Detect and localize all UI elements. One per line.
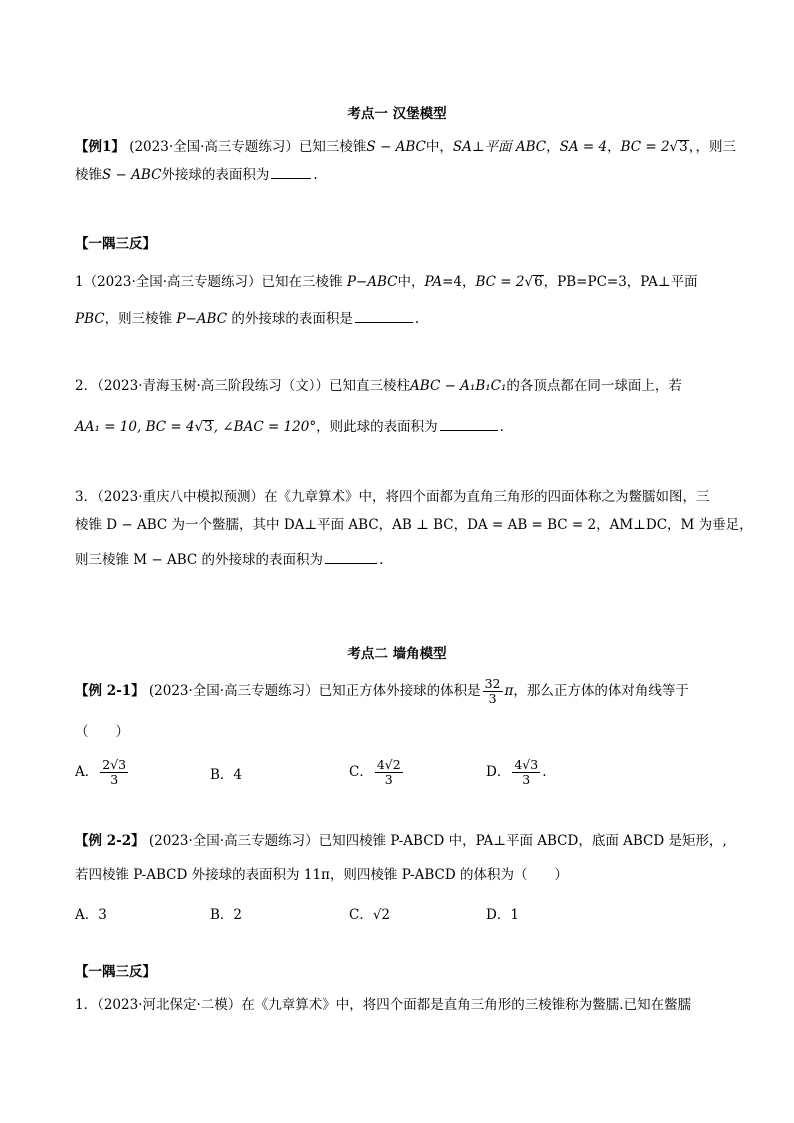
practice-3-line-1: 3．（2023·重庆八中模拟预测）在《九章算术》中，将四个面都为直角三角形的四面体称之为鳖臑如图，三 [75,489,710,505]
text: 中， [397,274,425,290]
math: BC = 2 [475,274,525,290]
sqrt: √6 [524,274,543,290]
option-a [75,758,130,787]
option-c: C．√2 [349,907,391,923]
example-label: 【例 2-2】 [75,833,145,849]
section-title-1: 考点一 汉堡模型 [347,106,447,122]
text: ，那么正方体的体对角线等于 [513,683,689,699]
math: , ∠BAC = 120° [213,419,317,435]
example-2-2-line-2: 若四棱锥 P-ABCD 外接球的表面积为 11π，则四棱锥 P-ABCD 的体积为（ ） [75,867,568,883]
fraction: $\frac{32}{3}$ [484,676,501,706]
option-b: B．4 [210,767,243,783]
math: PA [424,274,443,290]
math: ABC [515,139,547,155]
text: 棱锥 [75,167,102,183]
math: S − ABC [102,167,162,183]
math: π [504,683,514,699]
practice-2-1-line-1: 1．（2023·河北保定·二模）在《九章算术》中，将四个面都是直角三角形的三棱锥称为鳖臑.已知在鳖臑 [75,997,692,1013]
practice-3-line-3 [75,551,383,569]
text: ，PB=PC=3，PA⊥平面 [543,274,698,290]
source: (2023·全国·高三专题练习） [129,139,299,155]
practice-3-line-2: 棱锥 D − ABC 为一个鳖臑，其中 DA⊥平面 ABC，AB ⊥ BC，DA = AB = BC = 2，AM⊥DC，M 为垂足， [75,517,753,533]
example-1-line-1: 【例1】 (2023·全国·高三专题练习）已知三棱锥S − ABC中，SA⊥平面 ABC，SA = 4，BC = 2√3，，则三 [75,139,736,155]
text: . [499,419,504,435]
practice-1-line-2 [75,310,419,328]
practice-label-1: 【一隅三反】 [75,236,156,252]
practice-2-line-1 [75,377,682,395]
answer-blank [355,310,413,323]
math: P−ABC [346,274,398,290]
practice-label-2: 【一隅三反】 [75,964,156,980]
text: 外接球的表面积为 [161,167,270,183]
math: SA = 4 [559,139,608,155]
option-c [349,758,405,787]
math: P−ABC [176,311,228,327]
text: ，则此球的表面积为 [316,419,438,435]
math: PBC [75,311,105,327]
math: SA⊥平面 [452,139,512,155]
text: 2．（2023·青海玉树·高三阶段练习（文））已知直三棱柱 [75,378,411,394]
text: =4， [442,274,476,290]
text: 1（2023·全国·高三专题练习）已知在三棱锥 [75,274,343,290]
section-title-2: 考点二 墙角模型 [347,646,447,662]
practice-1-line-1 [75,273,698,291]
example-2-2-line-1 [75,832,727,850]
text: 则三棱锥 M − ABC 的外接球的表面积为 [75,552,324,568]
example-2-1-line-1 [75,677,689,706]
math: ABC − A₁B₁C₁ [410,378,507,394]
text: ，则三棱锥 [104,311,173,327]
answer-blank [325,551,377,564]
sqrt: √3 [194,419,213,435]
text: ，则三 [695,139,736,155]
example-1-line-2 [75,166,318,184]
sqrt: √3 [669,139,688,155]
option-a: A．3 [75,907,107,923]
text: (2023·全国·高三专题练习）已知四棱锥 P-ABCD 中，PA⊥平面 ABCD，底面 ABCD 是矩形，, [148,833,727,849]
text: A． [75,764,99,780]
answer-paren: （ ） [75,724,129,740]
text: 已知三棱锥 [298,139,367,155]
fraction: $\frac{4√3}{3}$ [514,757,539,787]
text: (2023·全国·高三专题练习）已知正方体外接球的体积是 [148,683,481,699]
text: . [313,167,318,183]
math: BC = 2 [620,139,670,155]
text: . [414,311,420,327]
answer-blank [440,418,498,431]
fraction: $\frac{4√2}{3}$ [376,757,401,787]
math: S − ABC [366,139,426,155]
option-d: D．1 [486,907,519,923]
text: C． [349,764,373,780]
option-b: B．2 [210,907,243,923]
text: . [379,552,384,568]
math: AA₁ = 10, BC = 4 [75,419,195,435]
practice-2-line-2 [75,418,504,436]
option-d: D． $\frac{4√3}{3}$ . [486,757,547,787]
example-label: 【例 2-1】 [75,683,145,699]
answer-blank [271,166,311,179]
text: 中， [425,139,453,155]
text: 的各顶点都在同一球面上，若 [506,378,682,394]
example-label: 【例1】 [75,139,125,155]
text: 的外接球的表面积是 [231,311,353,327]
text: D． [486,764,511,780]
fraction: $\frac{2√3}{3}$ [102,757,127,787]
